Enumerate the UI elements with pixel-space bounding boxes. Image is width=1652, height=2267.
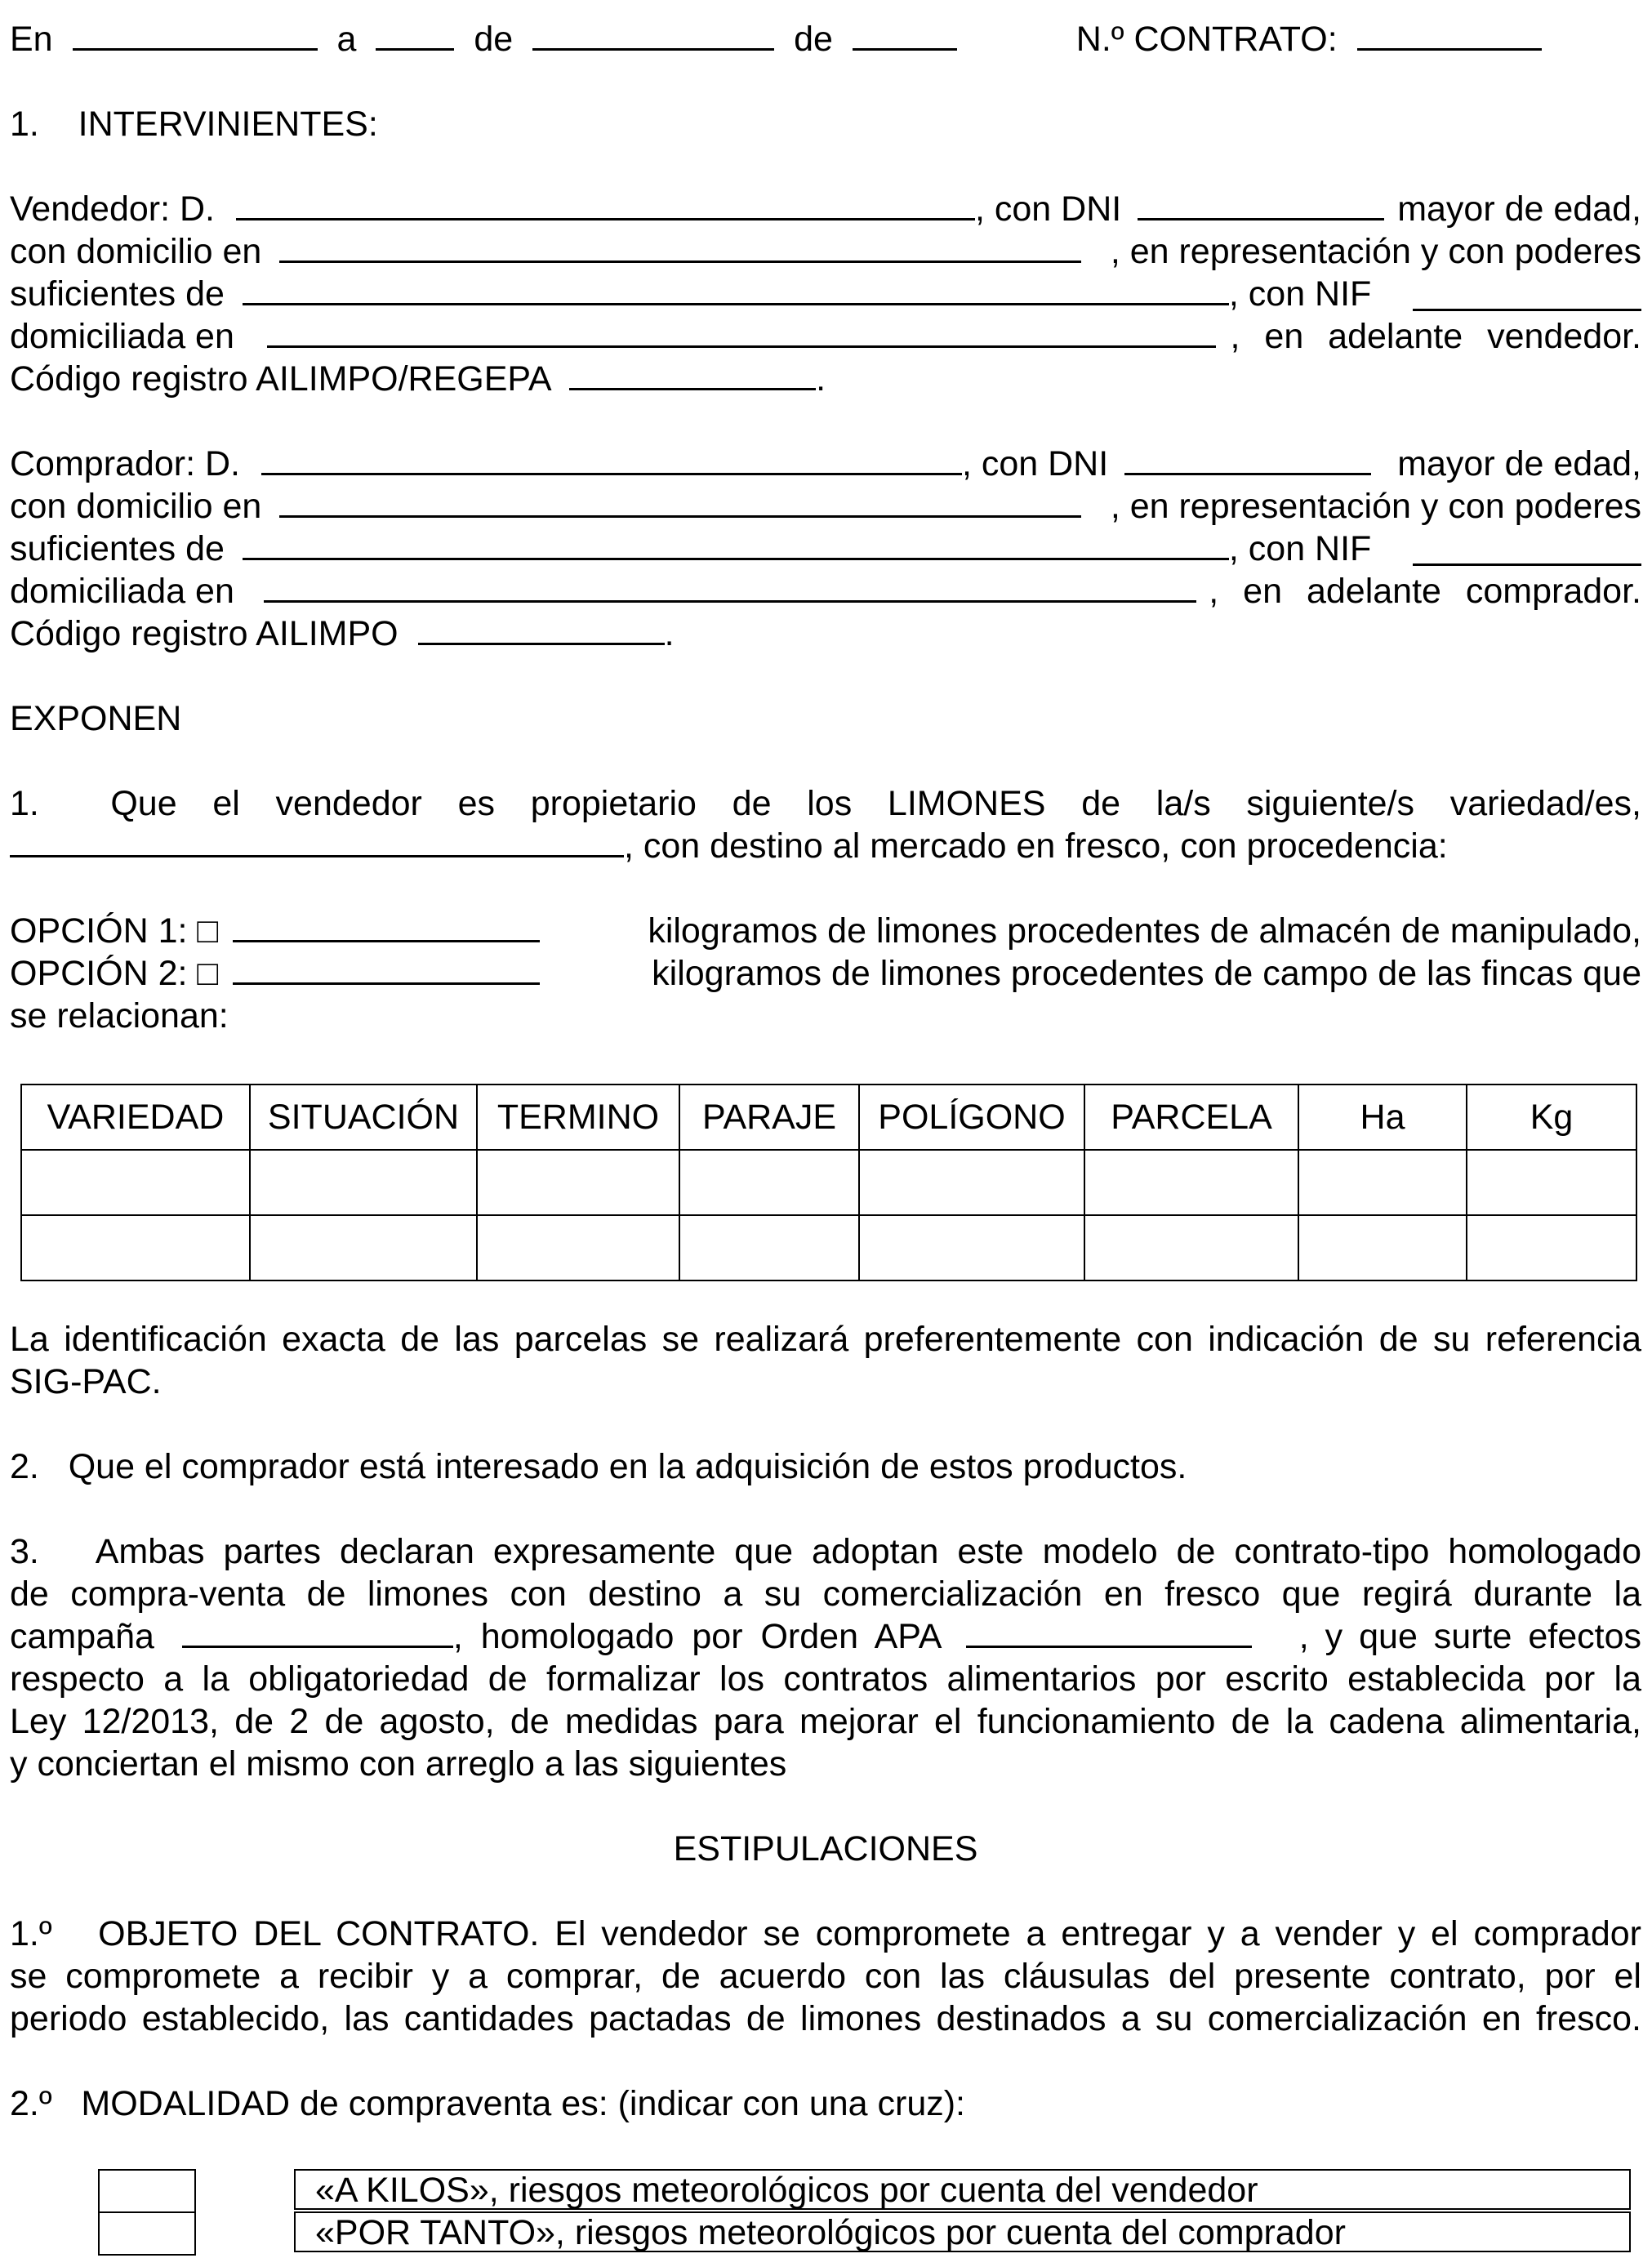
col-parcela: PARCELA <box>1084 1085 1298 1150</box>
table-cell[interactable] <box>859 1215 1084 1280</box>
comprador-registro-period: . <box>664 614 675 653</box>
exponen-3-line-4: respecto a la obligatoriedad de formalizar los contratos alimentarios por escrito establecida por la <box>10 1659 1641 1699</box>
table-cell[interactable] <box>21 1150 250 1215</box>
header-line <box>10 18 1641 60</box>
table-cell[interactable] <box>21 1215 250 1280</box>
exponen-2: 2. Que el comprador está interesado en la adquisición de estos productos. <box>10 1447 1187 1486</box>
comprador-registro-blank[interactable] <box>418 613 665 645</box>
comprador-nif-label: , con NIF <box>1228 529 1372 568</box>
vendedor-line-5 <box>10 358 1641 400</box>
comprador-domicilio-blank[interactable] <box>279 486 1081 518</box>
table-cell[interactable] <box>1084 1215 1298 1280</box>
contract-number-label: N.º CONTRATO: <box>1075 20 1338 59</box>
orden-label: , homologado por Orden APA <box>452 1617 942 1656</box>
vendedor-line-3 <box>10 273 1641 315</box>
vendedor-nif-blank[interactable] <box>1413 279 1641 311</box>
tanto-checkbox[interactable] <box>98 2211 196 2256</box>
exponen-3-line-3 <box>10 1615 1641 1658</box>
comprador-adelante-label: , en adelante comprador. <box>1209 572 1641 611</box>
option-1-line <box>10 910 1641 952</box>
table-cell[interactable] <box>1298 1215 1467 1280</box>
parcelas-table <box>20 1084 1637 1281</box>
comprador-line-4 <box>10 570 1641 612</box>
col-variedad: VARIEDAD <box>21 1085 250 1150</box>
option-2-continuation: se relacionan: <box>10 996 229 1036</box>
vendedor-entidad-blank[interactable] <box>243 274 1229 305</box>
table-cell[interactable] <box>1467 1215 1636 1280</box>
campana-label: campaña <box>10 1617 154 1656</box>
comprador-line-2 <box>10 485 1641 528</box>
comprador-name-blank[interactable] <box>261 443 962 475</box>
contract-number-blank[interactable] <box>1357 19 1542 51</box>
table-cell[interactable] <box>1084 1150 1298 1215</box>
vendedor-domicilio-blank[interactable] <box>279 231 1081 263</box>
vendedor-registro-blank[interactable] <box>569 359 816 390</box>
comprador-representacion-label: , en representación y con poderes <box>1110 487 1641 526</box>
vendedor-age-label: mayor de edad, <box>1397 189 1641 229</box>
comprador-domicilio-label: con domicilio en <box>10 487 262 526</box>
vendedor-line-4 <box>10 315 1641 358</box>
table-cell[interactable] <box>477 1215 679 1280</box>
header-en: En <box>10 20 53 59</box>
surte-efectos-label: , y que surte efectos <box>1298 1617 1641 1656</box>
tanto-option: «POR TANTO», riesgos meteorológicos por cuenta del comprador <box>294 2211 1631 2252</box>
vendedor-line-1 <box>10 188 1641 230</box>
exponen-title: EXPONEN <box>10 699 182 738</box>
col-kg: Kg <box>1467 1085 1636 1150</box>
comprador-domiciliada-blank[interactable] <box>264 571 1196 603</box>
option-2-text: kilogramos de limones procedentes de campo de las fincas que <box>652 954 1641 993</box>
header-a: a <box>336 20 357 59</box>
exponen-3-line-1: 3. Ambas partes declaran expresamente que adoptan este modelo de contrato-tipo homologado <box>10 1532 1641 1571</box>
estip-1-line-3: periodo establecido, las cantidades pactadas de limones destinados a su comercialización en fresco. <box>10 1999 1641 2038</box>
vendedor-name-blank[interactable] <box>236 189 975 220</box>
vendedor-suficientes-label: suficientes de <box>10 274 225 314</box>
col-poligono: POLÍGONO <box>859 1085 1084 1150</box>
col-paraje: PARAJE <box>679 1085 859 1150</box>
comprador-line-3 <box>10 528 1641 570</box>
exponen-1-destino: , con destino al mercado en fresco, con procedencia: <box>624 826 1448 866</box>
vendedor-registro-label: Código registro AILIMPO/REGEPA <box>10 359 550 399</box>
comprador-dni-label: , con DNI <box>961 444 1109 483</box>
exponen-3-line-6: y conciertan el mismo con arreglo a las siguientes <box>10 1744 787 1784</box>
exponen-3-line-5: Ley 12/2013, de 2 de agosto, de medidas para mejorar el funcionamiento de la cadena alimentaria, <box>10 1702 1641 1741</box>
orden-blank[interactable] <box>966 1616 1252 1648</box>
vendedor-domicilio-label: con domicilio en <box>10 232 262 271</box>
table-cell[interactable] <box>250 1215 477 1280</box>
month-blank[interactable] <box>532 19 774 51</box>
col-situacion: SITUACIÓN <box>250 1085 477 1150</box>
kilos-checkbox[interactable] <box>98 2169 196 2213</box>
table-cell[interactable] <box>679 1215 859 1280</box>
table-cell[interactable] <box>679 1150 859 1215</box>
table-cell[interactable] <box>1467 1150 1636 1215</box>
estip-1-line-2: se compromete a recibir y a comprar, de acuerdo con las cláusulas del presente contrato, por el <box>10 1957 1641 1996</box>
comprador-entidad-blank[interactable] <box>243 528 1229 560</box>
comprador-name-label: Comprador: D. <box>10 444 240 483</box>
option-1-label[interactable]: OPCIÓN 1: □ <box>10 911 219 951</box>
vendedor-dni-blank[interactable] <box>1138 189 1384 220</box>
kilos-option: «A KILOS», riesgos meteorológicos por cuenta del vendedor <box>294 2169 1631 2210</box>
col-ha: Ha <box>1298 1085 1467 1150</box>
table-cell[interactable] <box>250 1150 477 1215</box>
sigpac-line-2: SIG-PAC. <box>10 1362 162 1401</box>
vendedor-domiciliada-label: domiciliada en <box>10 317 234 356</box>
sigpac-line-1: La identificación exacta de las parcelas se realizará preferentemente con indicación de su referencia <box>10 1320 1641 1359</box>
comprador-registro-label: Código registro AILIMPO <box>10 614 399 653</box>
vendedor-line-2 <box>10 230 1641 273</box>
header-de-1: de <box>474 20 514 59</box>
comprador-line-1 <box>10 443 1641 485</box>
comprador-domiciliada-label: domiciliada en <box>10 572 234 611</box>
exponen-1-line-1: 1. Que el vendedor es propietario de los LIMONES de la/s siguiente/s variedad/es, <box>10 784 1641 823</box>
vendedor-domiciliada-blank[interactable] <box>267 316 1216 348</box>
table-cell[interactable] <box>859 1150 1084 1215</box>
vendedor-name-label: Vendedor: D. <box>10 189 216 229</box>
exponen-1-line-2 <box>10 825 1641 867</box>
option-2-label[interactable]: OPCIÓN 2: □ <box>10 954 219 993</box>
option-1-kg-blank[interactable] <box>233 911 540 942</box>
option-1-text: kilogramos de limones procedentes de almacén de manipulado, <box>648 911 1641 951</box>
estip-1-line-1: 1.º OBJETO DEL CONTRATO. El vendedor se compromete a entregar y a vender y el comprador <box>10 1914 1641 1953</box>
vendedor-registro-period: . <box>816 359 826 399</box>
vendedor-nif-label: , con NIF <box>1228 274 1372 314</box>
vendedor-dni-label: , con DNI <box>974 189 1122 229</box>
vendedor-adelante-label: , en adelante vendedor. <box>1230 317 1641 356</box>
year-blank[interactable] <box>853 19 957 51</box>
day-blank[interactable] <box>376 19 454 51</box>
comprador-dni-blank[interactable] <box>1124 443 1371 475</box>
place-blank[interactable] <box>73 19 318 51</box>
estipulaciones-title: ESTIPULACIONES <box>673 1829 978 1868</box>
table-row <box>21 1215 1636 1280</box>
comprador-age-label: mayor de edad, <box>1397 444 1641 483</box>
comprador-line-5 <box>10 612 1641 655</box>
col-termino: TERMINO <box>477 1085 679 1150</box>
campana-blank[interactable] <box>182 1616 453 1648</box>
comprador-suficientes-label: suficientes de <box>10 529 225 568</box>
option-2-line <box>10 952 1641 995</box>
table-cell[interactable] <box>477 1150 679 1215</box>
option-2-kg-blank[interactable] <box>233 953 540 985</box>
table-row <box>21 1150 1636 1215</box>
exponen-3-line-2: de compra-venta de limones con destino a su comercialización en fresco que regirá durante la <box>10 1574 1641 1614</box>
comprador-nif-blank[interactable] <box>1413 534 1641 566</box>
table-header-row <box>21 1085 1636 1150</box>
header-de-2: de <box>794 20 833 59</box>
intervinientes-title: 1. INTERVINIENTES: <box>10 105 378 144</box>
variedad-blank[interactable] <box>10 826 624 857</box>
estip-2: 2.º MODALIDAD de compraventa es: (indicar con una cruz): <box>10 2084 966 2123</box>
table-cell[interactable] <box>1298 1150 1467 1215</box>
vendedor-representacion-label: , en representación y con poderes <box>1110 232 1641 271</box>
